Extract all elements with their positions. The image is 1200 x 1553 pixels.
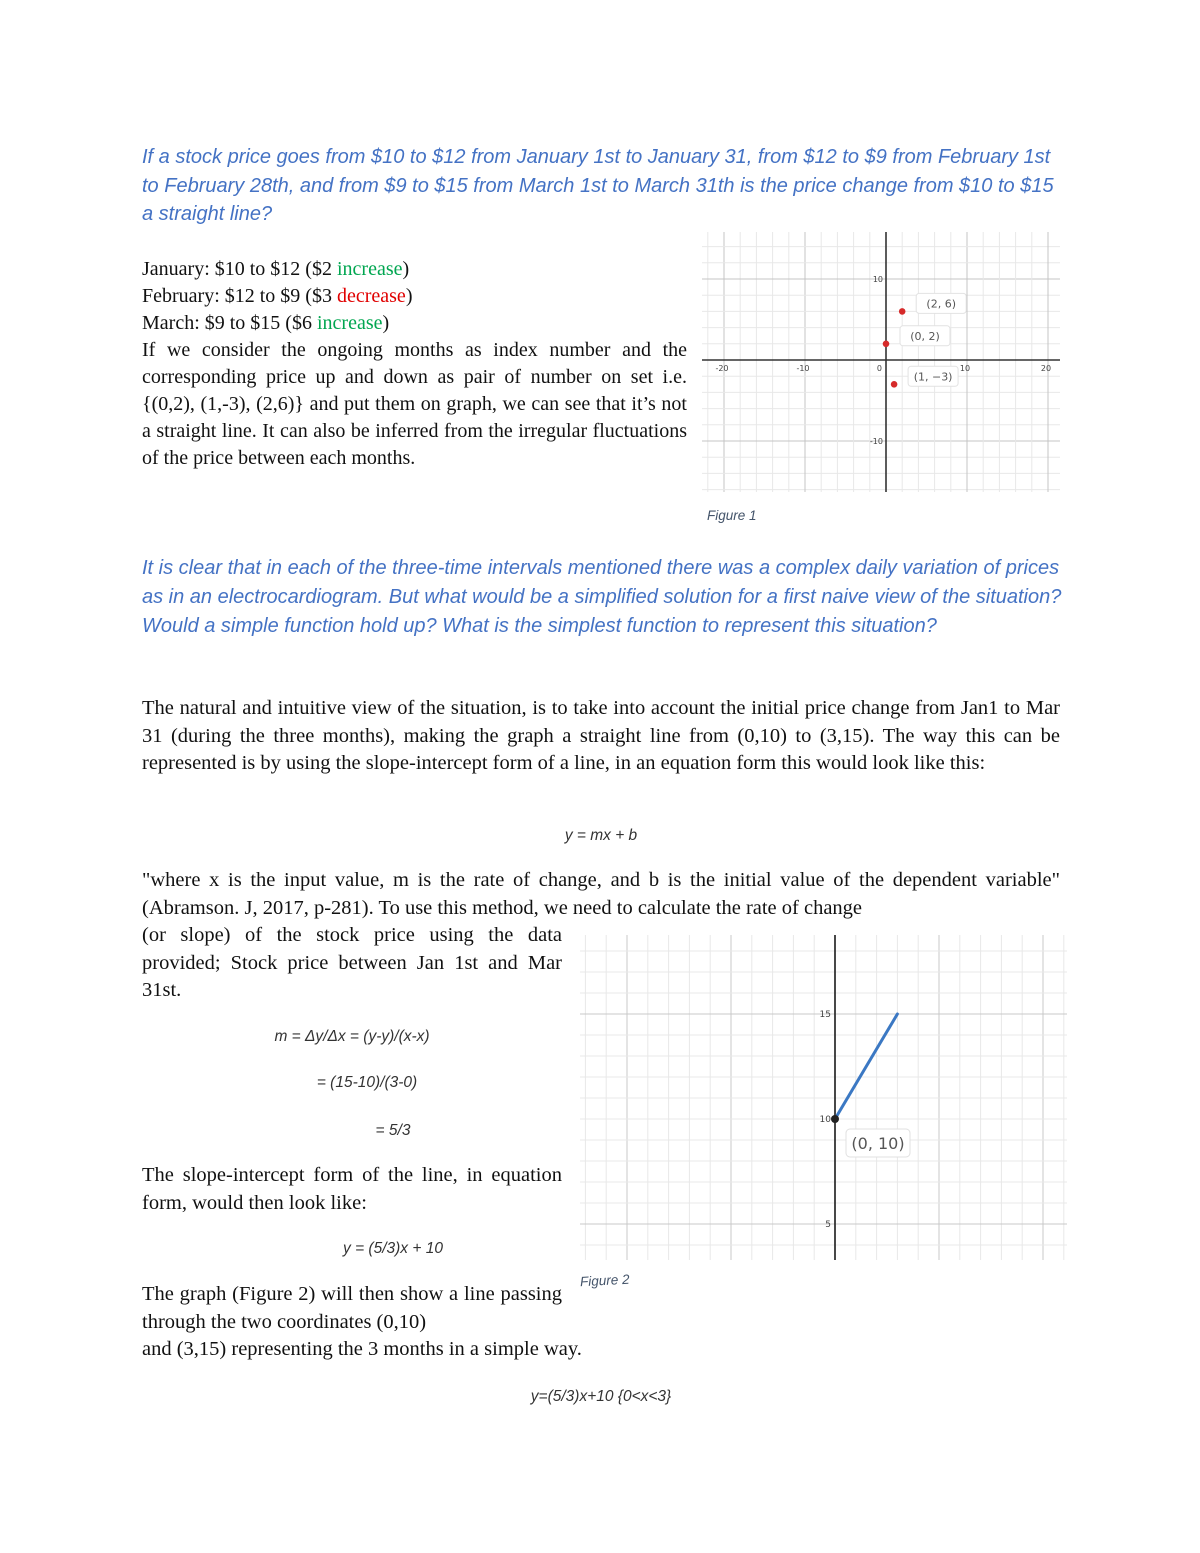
paragraph-3-top: "where x is the input value, m is the rate of change, and b is the initial value of the dependent variable" (Abramson. J, 2017, p-281). To use this method, we need to calculate the rate of change	[142, 869, 1060, 919]
slope-line	[835, 1014, 897, 1119]
equation-slope-result: = 5/3	[375, 1122, 411, 1139]
month-january	[142, 256, 687, 283]
y-tick-label: 5	[825, 1220, 831, 1230]
y-tick-label: 10	[819, 1115, 831, 1125]
feb-text: February: $12 to $9 ($3	[142, 285, 337, 307]
point-label	[900, 326, 950, 346]
paragraph-5-top: The graph (Figure 2) will then show a line passing through the two coordinates (0,10)	[142, 1283, 562, 1333]
mar-change-word: increase	[316, 312, 383, 334]
paragraph-3-bottom: (or slope) of the stock price using the data provided; Stock price between Jan 1st and Mar 31st.	[142, 924, 562, 1001]
data-point	[899, 308, 906, 315]
jan-text: January: $10 to $12 ($2	[142, 258, 337, 280]
x-tick-label: 20	[1040, 364, 1052, 373]
data-point	[891, 381, 898, 388]
figure-2-grid	[580, 935, 1067, 1260]
point-label-text: (1, −3)	[913, 370, 953, 384]
jan-change-word: increase	[336, 258, 403, 280]
x-tick-label: -20	[715, 364, 729, 373]
mar-suffix: )	[382, 312, 390, 334]
figure-2-tick-labels	[820, 1010, 832, 1230]
equation-line-domain: y=(5/3)x+10 {0<x<3}	[530, 1388, 672, 1405]
equation-slope-calc: = (15-10)/(3-0)	[316, 1074, 418, 1091]
figure-1-axes	[702, 232, 1060, 492]
jan-suffix: )	[402, 258, 410, 280]
figure-1-grid	[702, 232, 1060, 492]
equation-slope-def: m = Δy/Δx = (y-y)/(x-x)	[274, 1028, 430, 1045]
figure-1-graph	[702, 232, 1060, 492]
point-label	[908, 366, 958, 386]
paragraph-2: The natural and intuitive view of the situation, is to take into account the initial price change from Jan1 to Mar 31 (during the three months), making the graph a straight line from (0,10) to (3,15). The way this can be represented is by using the slope-intercept form of a line, in an equation form this would look like this:	[142, 697, 1060, 774]
point-label-text: (0, 2)	[910, 329, 940, 343]
equation-line: y = (5/3)x + 10	[343, 1240, 443, 1257]
x-tick-label: 0	[876, 364, 882, 373]
x-tick-label: 10	[959, 364, 971, 373]
equation-slope-intercept: y = mx + b	[564, 827, 638, 844]
y-tick-label: 15	[819, 1010, 831, 1020]
paragraph-1: If we consider the ongoing months as index number and the corresponding price up and down as pair of number on set i.e. {(0,2), (1,-3), (2,6)} and put them on graph, we can see that it’s not a straight line. It can also be inferred from the irregular fluctuations of the price between each months.	[142, 339, 687, 469]
figure-1-caption: Figure 1	[707, 508, 757, 523]
point-label-text: (0, 10)	[851, 1134, 905, 1153]
y-tick-label: 10	[872, 275, 883, 284]
question-2: It is clear that in each of the three-time intervals mentioned there was a complex daily variation of prices as in an electrocardiogram. But what would be a simplified solution for a first naive view of the situation? Would a simple function hold up? What is the simplest function to represent this situation?	[142, 557, 1062, 637]
data-point	[883, 341, 890, 348]
start-point	[831, 1115, 839, 1123]
y-tick-label: -10	[869, 437, 883, 446]
mar-text: March: $9 to $15 ($6	[142, 312, 317, 334]
figure-2-caption: Figure 2	[579, 1271, 630, 1290]
point-label	[916, 293, 966, 313]
point-label-text: (2, 6)	[926, 297, 956, 311]
feb-suffix: )	[405, 285, 413, 307]
paragraph-4: The slope-intercept form of the line, in equation form, would then look like:	[142, 1164, 562, 1214]
month-march	[142, 310, 687, 337]
paragraph-5-bottom: and (3,15) representing the 3 months in a simple way.	[142, 1338, 582, 1360]
figure-2-graph	[580, 935, 1067, 1260]
point-label	[846, 1129, 910, 1157]
feb-change-word: decrease	[336, 285, 406, 307]
months-block	[142, 256, 687, 472]
question-1: If a stock price goes from $10 to $12 from January 1st to January 31, from $12 to $9 from February 1st to February 28th, and from $9 to $15 from March 1st to March 31th is the price change from $10 to $15 a straight line?	[142, 146, 1054, 225]
x-tick-label: -10	[796, 364, 810, 373]
month-february	[142, 283, 687, 310]
figure-1-points	[883, 293, 967, 387]
